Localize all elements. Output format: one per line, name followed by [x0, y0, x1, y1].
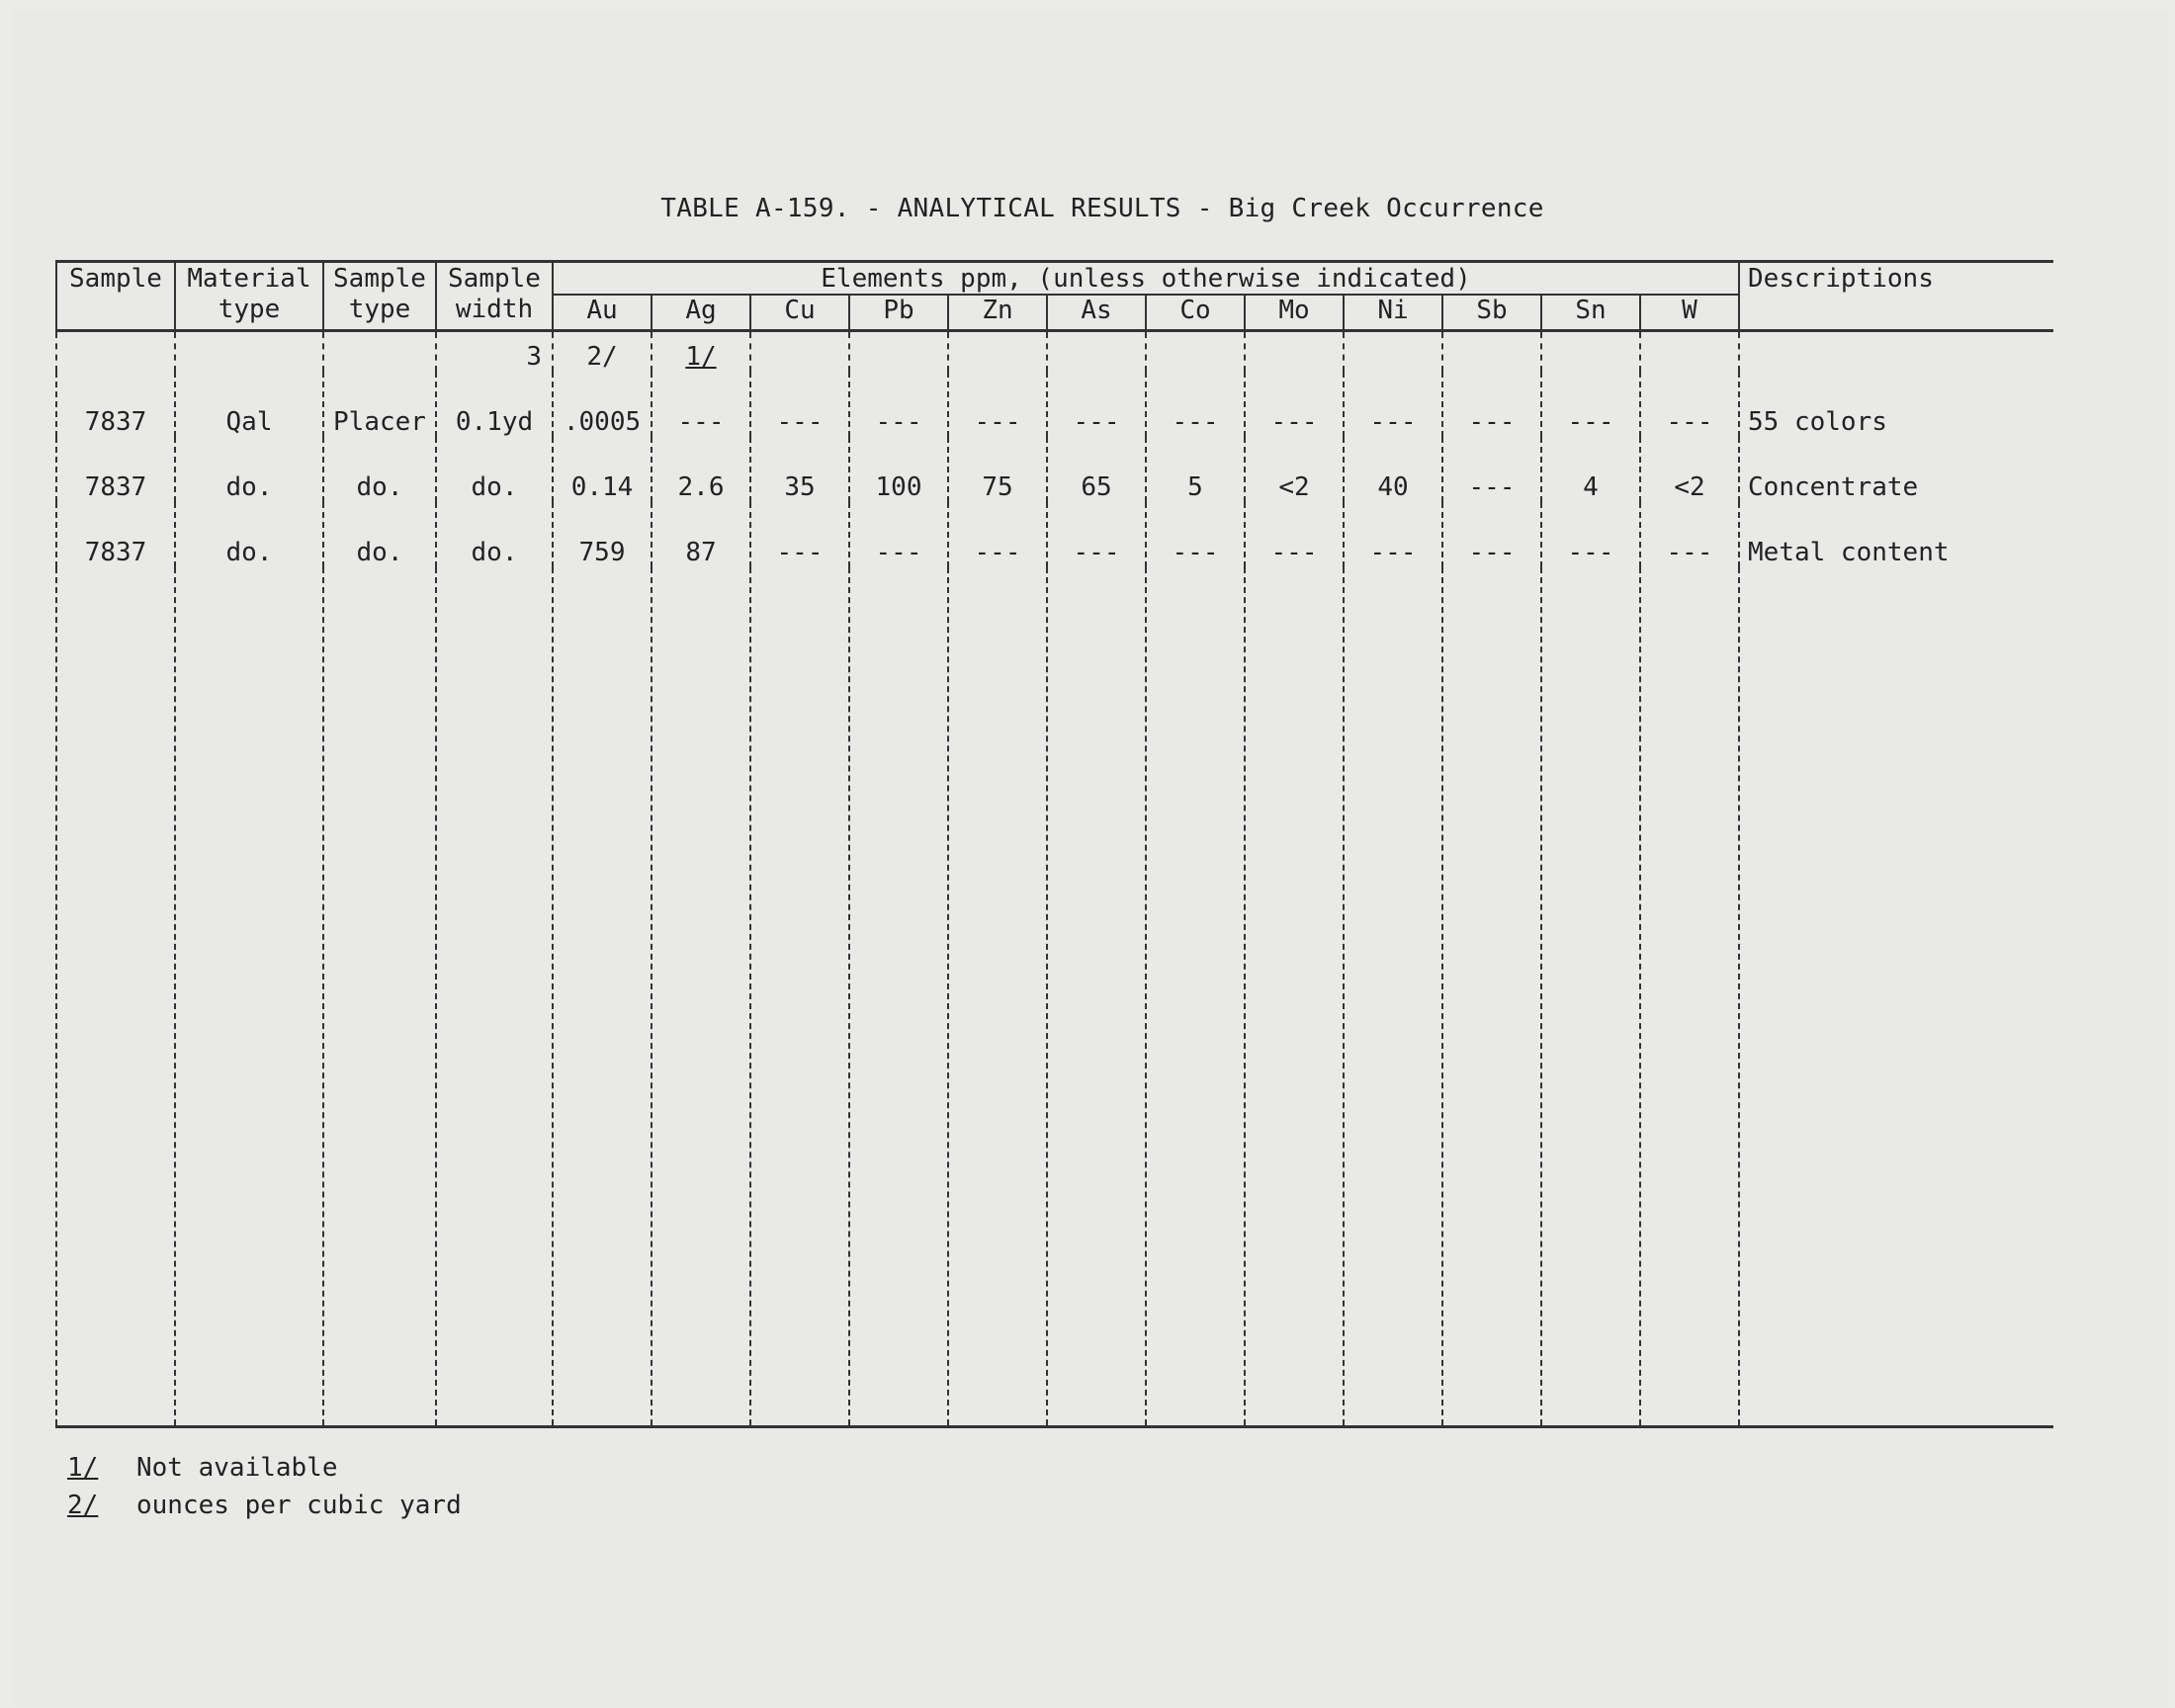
header-sb: Sb — [1442, 295, 1541, 331]
sample-cell: 7837 — [56, 372, 175, 437]
analytical-results-table — [55, 260, 2053, 1428]
sn-cell: 4 — [1541, 437, 1640, 502]
header-ag: Ag — [652, 295, 750, 331]
table-title: TABLE A-159. - ANALYTICAL RESULTS - Big Creek Occurrence — [660, 194, 1544, 223]
footnote-2-text: ounces per cubic yard — [136, 1491, 462, 1520]
pb-cell: --- — [849, 372, 948, 437]
footnote-1 — [67, 1449, 462, 1487]
header-sample-type: Sample — [323, 262, 436, 296]
sb-cell: --- — [1442, 372, 1541, 437]
au-cell: 0.14 — [553, 437, 652, 502]
header-co: Co — [1146, 295, 1245, 331]
cu-cell: --- — [750, 372, 849, 437]
zn-cell: --- — [948, 502, 1047, 567]
type-cell: Placer — [323, 372, 436, 437]
ag-cell: 87 — [652, 502, 750, 567]
material-cell: do. — [175, 437, 323, 502]
material-cell: Qal — [175, 372, 323, 437]
as-cell: 65 — [1047, 437, 1146, 502]
zn-cell: 75 — [948, 437, 1047, 502]
type-cell: do. — [323, 502, 436, 567]
material-cell: do. — [175, 502, 323, 567]
table-row — [56, 502, 2053, 567]
pb-cell: 100 — [849, 437, 948, 502]
header-descriptions: Descriptions — [1739, 262, 2053, 331]
sample-cell: 7837 — [56, 502, 175, 567]
cu-cell: 35 — [750, 437, 849, 502]
ni-cell: --- — [1344, 502, 1442, 567]
table-row — [56, 437, 2053, 502]
ag-cell: 2.6 — [652, 437, 750, 502]
footnote-reference-row — [56, 331, 2053, 373]
header-au: Au — [553, 295, 652, 331]
header-width-2: width — [436, 295, 553, 331]
co-cell: 5 — [1146, 437, 1245, 502]
header-as: As — [1047, 295, 1146, 331]
header-cu: Cu — [750, 295, 849, 331]
mo-cell: --- — [1245, 372, 1344, 437]
footnote-2 — [67, 1487, 462, 1524]
header-material: Material — [175, 262, 323, 296]
header-pb: Pb — [849, 295, 948, 331]
header-mo: Mo — [1245, 295, 1344, 331]
footnotes — [67, 1449, 462, 1524]
width-cell: do. — [436, 437, 553, 502]
w-cell: --- — [1640, 502, 1739, 567]
co-cell: --- — [1146, 502, 1245, 567]
cu-cell: --- — [750, 502, 849, 567]
header-sample-blank — [56, 295, 175, 331]
au-cell: 759 — [553, 502, 652, 567]
pb-cell: --- — [849, 502, 948, 567]
header-row-1 — [56, 262, 2053, 296]
zn-cell: --- — [948, 372, 1047, 437]
description-cell: 55 colors — [1739, 372, 2053, 437]
au-cell: .0005 — [553, 372, 652, 437]
header-sample-width: Sample — [436, 262, 553, 296]
ni-cell: --- — [1344, 372, 1442, 437]
w-cell: <2 — [1640, 437, 1739, 502]
as-cell: --- — [1047, 372, 1146, 437]
w-cell: --- — [1640, 372, 1739, 437]
sn-cell: --- — [1541, 502, 1640, 567]
ag-footnote-ref: 1/ — [652, 331, 750, 373]
header-zn: Zn — [948, 295, 1047, 331]
header-ni: Ni — [1344, 295, 1442, 331]
footnote-2-mark: 2/ — [67, 1491, 99, 1520]
table-row — [56, 372, 2053, 437]
width-superscript: 3 — [436, 331, 553, 373]
mo-cell: <2 — [1245, 437, 1344, 502]
description-cell: Metal content — [1739, 502, 2053, 567]
mo-cell: --- — [1245, 502, 1344, 567]
header-sample: Sample — [56, 262, 175, 296]
description-cell: Concentrate — [1739, 437, 2053, 502]
ni-cell: 40 — [1344, 437, 1442, 502]
header-material-type: type — [175, 295, 323, 331]
footnote-1-text: Not available — [136, 1453, 338, 1483]
footnote-1-mark: 1/ — [67, 1453, 99, 1483]
ag-cell: --- — [652, 372, 750, 437]
width-cell: 0.1yd — [436, 372, 553, 437]
sb-cell: --- — [1442, 437, 1541, 502]
header-sn: Sn — [1541, 295, 1640, 331]
co-cell: --- — [1146, 372, 1245, 437]
as-cell: --- — [1047, 502, 1146, 567]
type-cell: do. — [323, 437, 436, 502]
sb-cell: --- — [1442, 502, 1541, 567]
width-cell: do. — [436, 502, 553, 567]
header-elements-group: Elements ppm, (unless otherwise indicated) — [553, 262, 1739, 296]
sn-cell: --- — [1541, 372, 1640, 437]
au-footnote-ref: 2/ — [553, 331, 652, 373]
empty-table-body — [56, 567, 2053, 1427]
header-w: W — [1640, 295, 1739, 331]
sample-cell: 7837 — [56, 437, 175, 502]
header-sample-type-2: type — [323, 295, 436, 331]
